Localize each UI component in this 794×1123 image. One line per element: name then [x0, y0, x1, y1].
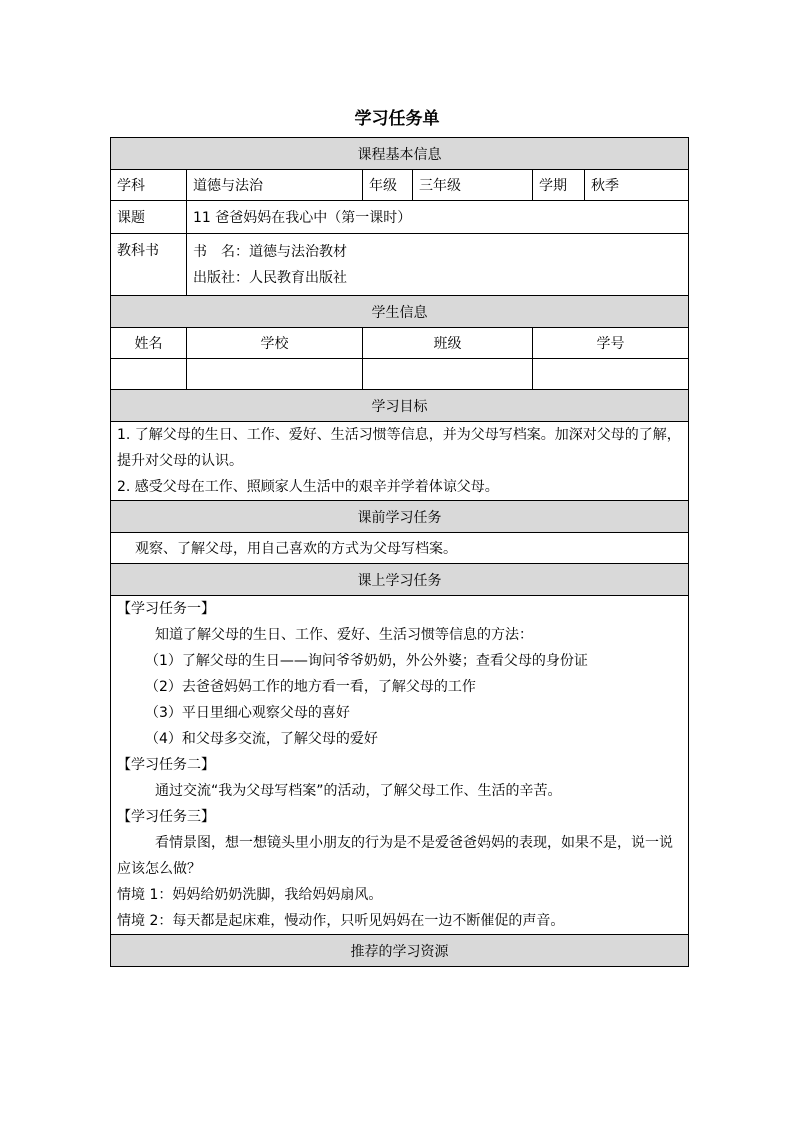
course-info-header: 课程基本信息 [111, 138, 689, 170]
task1-intro: 知道了解父母的生日、工作、爱好、生活习惯等信息的方法： [155, 627, 533, 643]
school-cell[interactable] [187, 359, 363, 390]
publisher: 出版社：人民教育出版社 [193, 269, 347, 286]
in-class-body [111, 596, 689, 935]
class-cell[interactable] [363, 359, 533, 390]
scene-2: 情境 2：每天都是起床难，慢动作，只听见妈妈在一边不断催促的声音。 [117, 913, 565, 929]
task1-item: （4）和父母多交流，了解父母的爱好 [145, 731, 378, 747]
task1-item: （2）去爸爸妈妈工作的地方看一看，了解父母的工作 [145, 679, 476, 695]
task3-title: 【学习任务三】 [117, 809, 215, 825]
subject-value: 道德与法治 [187, 170, 363, 201]
textbook-info [187, 234, 689, 296]
task3-text: 看情景图，想一想镜头里小朋友的行为是不是爱爸爸妈妈的表现，如果不是，说一说应该怎么做？ [117, 835, 673, 877]
term-value: 秋季 [585, 170, 689, 201]
task1-item: （3）平日里细心观察父母的喜好 [145, 705, 350, 721]
task2-text: 通过交流“我为父母写档案”的活动，了解父母工作、生活的辛苦。 [155, 783, 562, 799]
resources-header: 推荐的学习资源 [111, 935, 689, 967]
textbook-label: 教科书 [111, 234, 187, 296]
objective-item: 1. 了解父母的生日、工作、爱好、生活习惯等信息，并为父母写档案。加深对父母的了解，提升对父母的认识。 [117, 427, 681, 469]
task1-item: （1）了解父母的生日——询问爷爷奶奶，外公外婆；查看父母的身份证 [145, 653, 588, 669]
subject-label: 学科 [111, 170, 187, 201]
grade-value: 三年级 [413, 170, 533, 201]
book-name: 书 名：道德与法治教材 [193, 243, 347, 260]
col-student-id: 学号 [533, 328, 689, 359]
topic-value: 11 爸爸妈妈在我心中（第一课时） [187, 201, 689, 234]
in-class-header: 课上学习任务 [111, 564, 689, 596]
name-cell[interactable] [111, 359, 187, 390]
col-name: 姓名 [111, 328, 187, 359]
objective-item: 2. 感受父母在工作、照顾家人生活中的艰辛并学着体谅父母。 [117, 479, 499, 495]
pre-class-text: 观察、了解父母，用自己喜欢的方式为父母写档案。 [111, 533, 689, 564]
objectives-body [111, 422, 689, 501]
topic-label: 课题 [111, 201, 187, 234]
student-info-header: 学生信息 [111, 296, 689, 328]
pre-class-header: 课前学习任务 [111, 501, 689, 533]
col-class: 班级 [363, 328, 533, 359]
objectives-header: 学习目标 [111, 390, 689, 422]
student-id-cell[interactable] [533, 359, 689, 390]
task-sheet-table [110, 137, 689, 967]
col-school: 学校 [187, 328, 363, 359]
term-label: 学期 [533, 170, 585, 201]
page-title: 学习任务单 [354, 109, 440, 129]
scene-1: 情境 1：妈妈给奶奶洗脚，我给妈妈扇风。 [117, 887, 383, 903]
grade-label: 年级 [363, 170, 413, 201]
task1-title: 【学习任务一】 [117, 601, 215, 617]
task2-title: 【学习任务二】 [117, 757, 215, 773]
